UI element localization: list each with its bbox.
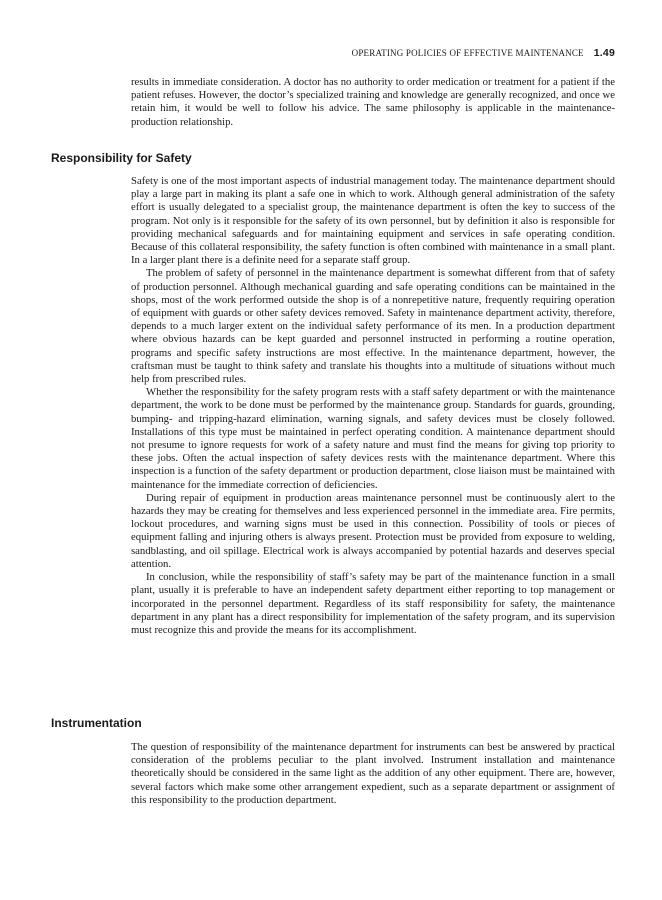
instrumentation-section xyxy=(131,741,615,807)
intro-section xyxy=(131,76,615,129)
safety-paragraph: During repair of equipment in production areas maintenance personnel must be continuously alert to the hazards they may be creating for themselves and less experienced personnel in the immediate area. Fire permits, lockout procedures, and warning signs must be used in this connection. Possibility of tools or pieces of equipment falling and injuring others is always present. Protection must be provided from exposure to welding, sandblasting, and oil spillage. Electrical work is always accompanied by potential hazards and deserves special attention. xyxy=(131,491,615,570)
running-title: OPERATING POLICIES OF EFFECTIVE MAINTENANCE xyxy=(351,48,584,58)
running-header xyxy=(130,47,615,59)
safety-paragraph: Safety is one of the most important aspects of industrial management today. The maintenance department should play a large part in making its plant a safe one in which to work. Although general administration of the safety effort is usually delegated to a specialist group, the maintenance department is often the key to success of the program. Not only is it responsible for the safety of its own personnel, but by definition it also is responsible for providing mechanical safeguards and for maintaining equipment and services in safe operating condition. Because of this collateral responsibility, the safety function is often combined with maintenance in a small plant. In a larger plant there is a definite need for a separate staff group. xyxy=(131,175,615,267)
safety-paragraph: The problem of safety of personnel in the maintenance department is somewhat different from that of safety of production personnel. Although mechanical guarding and safe operating conditions can be maintained in the shops, most of the work performed outside the shop is of a nonrepetitive nature, frequently requiring operation of equipment with guards or other safety devices removed. Safety in maintenance department activity, therefore, depends to a much larger extent on the individual safety performance of its men. In a production department where obvious hazards can be kept guarded and personnel instructed in performing a routine operation, programs and specific safety instructions are most effective. In the maintenance department, however, the craftsman must be taught to think safety and translate his thoughts into a multitude of situations without much help from prescribed rules. xyxy=(131,267,615,386)
safety-paragraph: Whether the responsibility for the safety program rests with a staff safety department or with the maintenance department, the work to be done must be performed by the maintenance group. Standards for guards, grounding, bumping- and tripping-hazard elimination, warning signals, and safety devices must be closely followed. Installations of this type must be maintained in perfect operating condition. A maintenance department should not presume to ignore requests for work of a safety nature and must find the means for giving top priority to these jobs. Often the actual inspection of safety devices rests with the maintenance department. Where this inspection is a function of the safety department or production department, close liaison must be maintained with maintenance for the immediate correction of deficiencies. xyxy=(131,386,615,491)
safety-paragraph: In conclusion, while the responsibility of staff’s safety may be part of the maintenance function in a small plant, usually it is preferable to have an independent safety department either reporting to top management or incorporated in the personnel department. Regardless of its staff responsibility for safety, the maintenance department in any plant has a direct responsibility for implementation of the safety program, and its supervision must recognize this and provide the means for its accomplishment. xyxy=(131,571,615,636)
page-number: 1.49 xyxy=(593,47,615,59)
instrumentation-paragraph: The question of responsibility of the maintenance department for instruments can best be answered by practical consideration of the problems peculiar to the plant involved. Instrument installation and maintenance theoretically should be considered in the same light as the addition of any other equipment. There are, however, several factors which make some other arrangement expedient, such as a separate department or assignment of this responsibility to the production department. xyxy=(131,741,615,806)
intro-paragraph: results in immediate consideration. A doctor has no authority to order medication or treatment for a patient if the patient refuses. However, the doctor’s specialized training and knowledge are generally recognized, and once we retain him, it would be well to follow his advice. The same philosophy is applicable in the maintenance-production relationship. xyxy=(131,76,615,128)
section-heading-instrumentation: Instrumentation xyxy=(51,716,142,730)
safety-section xyxy=(131,175,615,637)
section-heading-safety: Responsibility for Safety xyxy=(51,151,192,165)
